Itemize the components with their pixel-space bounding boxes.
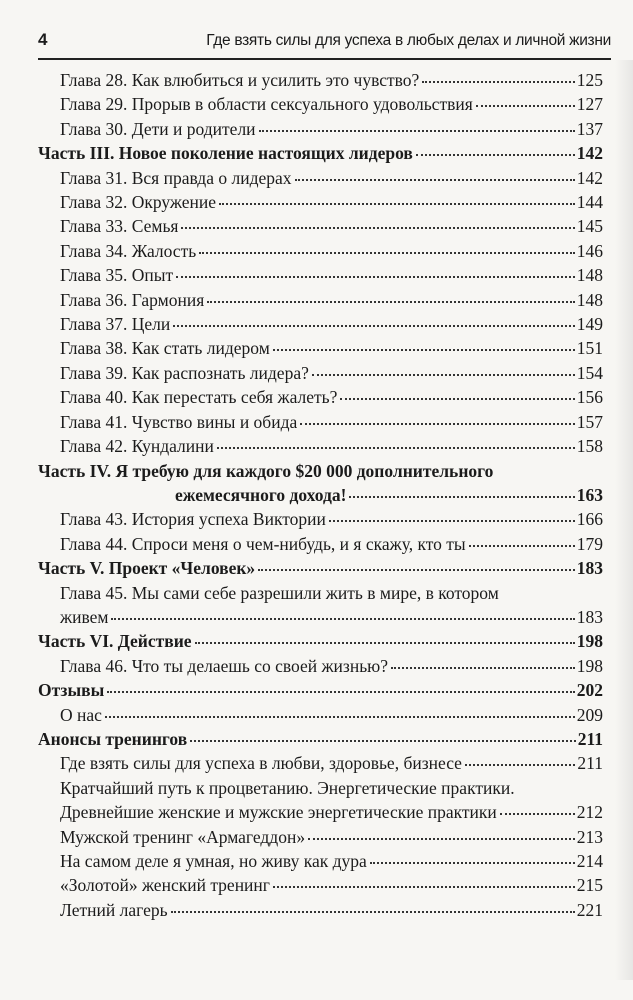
leader-dots [465,763,575,766]
toc-group [38,68,603,459]
toc-entry-page: 198 [576,655,603,676]
toc-entry-page: 202 [576,680,603,701]
toc-entry-title: Глава 32. Окружение [60,192,217,213]
toc-entry-title: Глава 35. Опыт [60,265,174,286]
leader-dots [217,446,575,449]
toc-chapter-entry [38,654,603,678]
leader-dots [190,739,576,742]
leader-dots [259,129,575,132]
toc-entry-page: 211 [577,728,603,749]
toc-entry-page: 142 [576,143,603,164]
toc-entry-title: Глава 44. Спроси меня о чем-нибудь, и я скажу, кто ты [60,533,466,554]
toc-group [38,507,603,580]
toc-entry-page: 145 [576,216,603,237]
toc-entry-page: 215 [576,875,603,896]
toc-entry-page: 212 [576,802,603,823]
toc-entry-page: 137 [576,118,603,139]
toc-entry-page: 183 [576,606,603,627]
toc-entry-page: 209 [576,704,603,725]
toc-entry-page: 183 [576,558,603,579]
leader-dots [370,861,575,864]
toc-entry-page: 127 [576,94,603,115]
toc-entry-title: Глава 36. Гармония [60,289,205,310]
toc-chapter-entry [38,166,603,190]
leader-dots [207,300,574,303]
toc-entry-page: 213 [576,826,603,847]
leader-dots [340,397,574,400]
leader-dots [107,690,575,693]
toc-entry-title: Часть III. Новое поколение настоящих лидеров [38,143,413,164]
toc-group [38,800,603,922]
toc-entry-page: 157 [576,411,603,432]
toc-entry-page: 154 [576,362,603,383]
toc-chapter-entry [38,190,603,214]
running-header [38,28,611,60]
toc-entry-page: 125 [576,70,603,90]
toc-entry-title: Глава 37. Цели [60,314,171,335]
leader-dots [273,885,575,888]
toc-chapter-entry [38,336,603,360]
toc-entry-title: Глава 46. Что ты делаешь со своей жизнью? [60,655,389,676]
toc-chapter-entry [38,385,603,409]
leader-dots [199,251,575,254]
leader-dots [219,202,575,205]
toc-entry-title: Глава 39. Как распознать лидера? [60,362,309,383]
toc-part-entry [38,629,603,653]
toc-chapter-entry [38,117,603,141]
toc-part-entry [38,556,603,580]
toc-chapter-entry [38,434,603,458]
toc-entry-page: 158 [576,436,603,457]
leader-dots [391,666,575,669]
toc-chapter-entry [38,507,603,531]
toc-entry-title: Глава 42. Кундалини [60,436,214,457]
toc-entry-title: Отзывы [38,680,105,701]
toc-part-entry [38,678,603,702]
leader-dots [295,178,575,181]
toc-chapter-entry [38,68,603,92]
leader-dots [181,226,574,229]
leader-dots [422,80,574,83]
toc-entry-page: 166 [576,509,603,530]
toc-entry-title: Часть VI. Действие [38,631,192,652]
toc-entry-page: 179 [576,533,603,554]
leader-dots [329,519,575,522]
leader-dots [469,544,575,547]
toc-entry-title: Летний лагерь [60,899,168,920]
toc-entry-page: 198 [576,631,603,652]
toc-entry-title: Глава 40. Как перестать себя жалеть? [60,387,338,408]
page-edge-shadow [615,60,633,980]
toc-text-line: Кратчайший путь к процветанию. Энергетические практики. [60,777,515,798]
leader-dots [173,324,575,327]
running-title: Где взять силы для успеха в любых делах и личной жизни [206,32,611,49]
toc-entry-page: 214 [576,851,603,871]
leader-dots [195,641,575,644]
toc-entry-title: «Золотой» женский тренинг [60,875,270,896]
toc-entry-page: 148 [576,289,603,310]
toc-entry-page: 144 [576,192,603,213]
toc-entry-title: Часть V. Проект «Человек» [38,558,256,579]
toc-chapter-entry [38,263,603,287]
toc-entry-page: 142 [576,167,603,188]
toc-chapter-entry [38,898,603,922]
toc-chapter-entry [38,410,603,434]
leader-dots [312,373,575,376]
toc-entry-title: Глава 33. Семья [60,216,179,237]
toc-chapter-entry [38,751,603,775]
toc-entry-title: Анонсы тренингов [38,728,188,749]
leader-dots [349,495,574,498]
leader-dots [176,275,575,278]
toc-chapter-entry [38,703,603,727]
toc-part-entry [38,459,603,508]
toc-entry-title-line2: ежемесячного дохода! [175,484,347,505]
leader-dots [258,568,575,571]
toc-entry-title: Глава 34. Жалость [60,240,197,261]
toc-entry-title-line2: живем [60,606,109,627]
toc-entry-title: Глава 38. Как стать лидером [60,338,270,359]
leader-dots [171,910,575,913]
toc-chapter-entry [38,800,603,824]
toc-entry-title: Древнейшие женские и мужские энергетические практики [60,802,497,823]
toc-entry-title: Глава 43. История успеха Виктории [60,509,326,530]
toc-entry-title-line1: Глава 45. Мы сами себе разрешили жить в мире, в котором [60,582,499,603]
toc-chapter-entry [38,532,603,556]
toc-entry-title: Глава 41. Чувство вины и обида [60,411,298,432]
toc-entry-title: Мужской тренинг «Армагеддон» [60,826,306,847]
toc-entry-title: Глава 30. Дети и родители [60,118,256,139]
toc-entry-title: Глава 28. Как влюбиться и усилить это чувство? [60,70,420,90]
toc-entry-page: 211 [577,753,603,774]
table-of-contents [38,68,603,922]
leader-dots [308,837,575,840]
toc-entry-page: 156 [576,387,603,408]
toc-entry-title: На самом деле я умная, но живу как дура [60,851,367,871]
toc-chapter-entry [38,581,603,630]
toc-entry-page: 149 [576,314,603,335]
toc-entry-page: 163 [576,484,603,505]
leader-dots [416,153,575,156]
toc-chapter-entry [38,361,603,385]
toc-chapter-entry [38,825,603,849]
toc-entry-title: Глава 29. Прорыв в области сексуального удовольствия [60,94,473,115]
toc-entry-title: О нас [60,704,102,725]
toc-chapter-entry [38,288,603,312]
toc-entry-page: 151 [576,338,603,359]
toc-entry-title: Где взять силы для успеха в любви, здоровье, бизнесе [60,753,462,774]
page-number: 4 [38,30,48,49]
leader-dots [500,812,575,815]
toc-entry-page: 221 [576,899,603,920]
toc-chapter-entry [38,849,603,873]
toc-chapter-entry [38,92,603,116]
toc-part-entry [38,141,603,165]
leader-dots [476,104,575,107]
toc-chapter-entry [38,214,603,238]
toc-part-entry [38,727,603,751]
leader-dots [300,422,575,425]
leader-dots [273,348,575,351]
toc-chapter-entry [38,873,603,897]
toc-entry-title-line1: Часть IV. Я требую для каждого $20 000 дополнительного [38,460,494,481]
toc-chapter-entry [38,312,603,336]
toc-group [38,629,603,775]
toc-entry-page: 146 [576,240,603,261]
leader-dots [111,617,574,620]
toc-entry-title: Глава 31. Вся правда о лидерах [60,167,292,188]
leader-dots [105,715,575,718]
toc-chapter-entry [38,239,603,263]
toc-entry-page: 148 [576,265,603,286]
